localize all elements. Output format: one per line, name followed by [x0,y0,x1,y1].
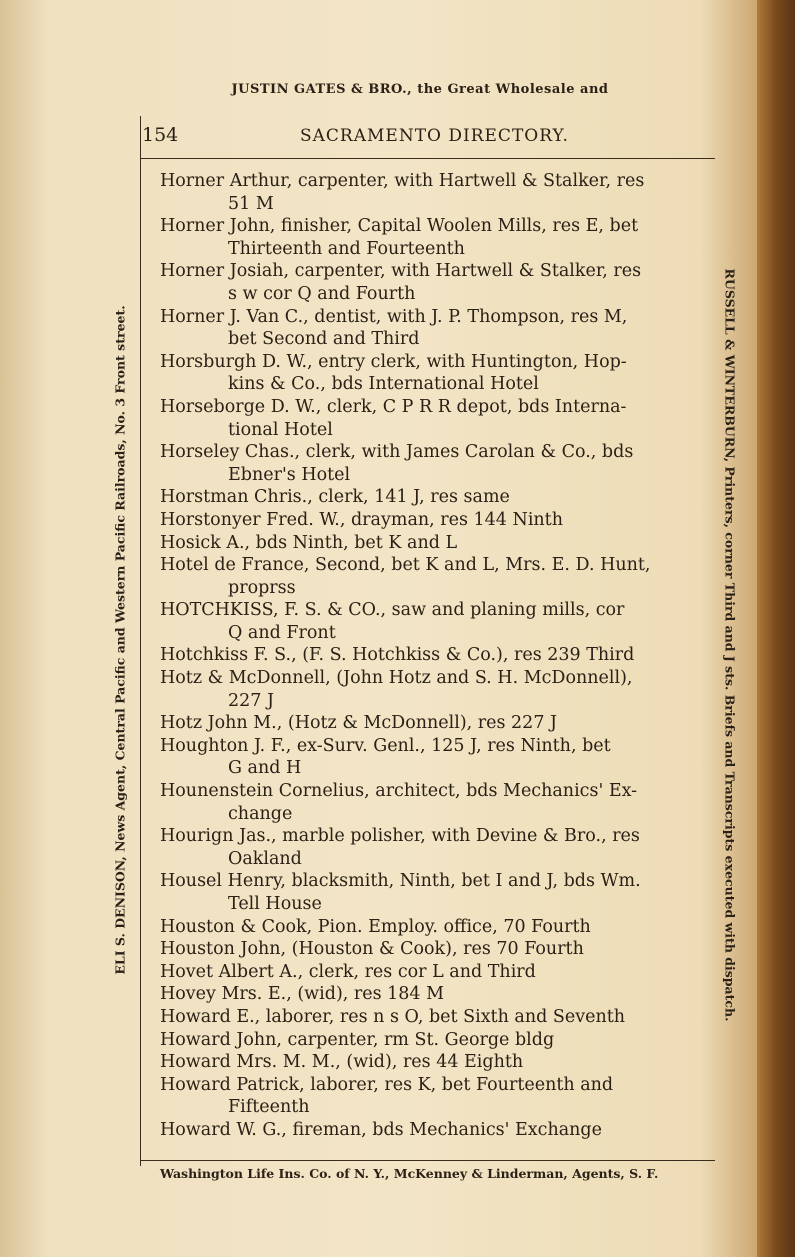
entry-line: Horner John, finisher, Capital Woolen Mills, res E, bet [160,216,639,237]
entry-line: Houghton J. F., ex-Surv. Genl., 125 J, res Ninth, bet [160,735,611,756]
header-rule [140,158,715,159]
entry-line: Howard Patrick, laborer, res K, bet Fourteenth and [160,1074,614,1095]
entry-line: Hourign Jas., marble polisher, with Devine & Bro., res [160,826,640,847]
book-spine [757,0,795,1257]
top-advertisement: JUSTIN GATES & BRO., the Great Wholesale and [231,82,609,97]
entry-line: Horner Josiah, carpenter, with Hartwell & Stalker, res [160,261,642,282]
directory-entry [160,735,700,780]
entry-line: Hotel de France, Second, bet K and L, Mrs. E. D. Hunt, [160,555,651,576]
directory-entry [160,509,700,532]
entry-continuation: G and H [228,758,302,779]
entry-continuation: tional Hotel [228,419,333,440]
entry-continuation: 227 J [228,690,274,711]
directory-entry [160,1119,700,1142]
directory-entry [160,825,700,870]
entry-line: Horseley Chas., clerk, with James Carolan & Co., bds [160,442,634,463]
directory-entry [160,1029,700,1052]
left-margin-text: ELI S. DENISON, News Agent, Central Pacific and Western Pacific Railroads, No. 3 Front street. [112,305,128,975]
entry-continuation: 51 M [228,193,274,214]
footer-rule [140,1160,715,1161]
directory-entry [160,396,700,441]
directory-entry [160,260,700,305]
entry-continuation: Oakland [228,848,302,869]
entry-line: Howard E., laborer, res n s O, bet Sixth and Seventh [160,1006,626,1027]
entry-line: Howard W. G., fireman, bds Mechanics' Exchange [160,1119,602,1140]
entry-line: Hotz John M., (Hotz & McDonnell), res 227 J [160,713,558,734]
entry-continuation: Ebner's Hotel [228,464,351,485]
directory-entry [160,870,700,915]
directory-entry [160,1074,700,1119]
page-header [140,120,715,150]
directory-entry [160,306,700,351]
directory-entry [160,644,700,667]
entry-line: Horner Arthur, carpenter, with Hartwell & Stalker, res [160,171,645,191]
page-number: 154 [142,124,179,146]
entry-line: Hosick A., bds Ninth, bet K and L [160,532,458,553]
directory-entry [160,599,700,644]
entry-continuation: proprss [228,577,296,598]
entry-line: Hounenstein Cornelius, architect, bds Mechanics' Ex- [160,781,638,802]
directory-entries [160,170,700,1142]
directory-entry [160,1051,700,1074]
entry-continuation: Thirteenth and Fourteenth [228,238,465,259]
entry-line: Houston John, (Houston & Cook), res 70 Fourth [160,939,584,960]
directory-entry [160,1006,700,1029]
entry-continuation: s w cor Q and Fourth [228,283,416,304]
entry-continuation: Q and Front [228,622,336,643]
directory-entry [160,780,700,825]
right-margin-text: RUSSELL & WINTERBURN, Printers, corner Third and J sts. Briefs and Transcripts executed with dispatch. [722,268,738,1022]
entry-continuation: change [228,803,293,824]
entry-line: Houston & Cook, Pion. Employ. office, 70 Fourth [160,916,591,937]
directory-entry [160,983,700,1006]
entry-continuation: bet Second and Third [228,329,420,350]
directory-entry [160,712,700,735]
entry-line: Horstman Chris., clerk, 141 J, res same [160,487,510,508]
entry-line: Horseborge D. W., clerk, C P R R depot, bds Interna- [160,396,627,417]
directory-entry [160,170,700,215]
directory-entry [160,351,700,396]
directory-entry [160,532,700,555]
directory-entry [160,916,700,939]
entry-line: Hotz & McDonnell, (John Hotz and S. H. McDonnell), [160,668,633,689]
entry-line: Housel Henry, blacksmith, Ninth, bet I and J, bds Wm. [160,871,641,892]
entry-line: Howard Mrs. M. M., (wid), res 44 Eighth [160,1052,524,1073]
directory-entry [160,961,700,984]
entry-line: Horner J. Van C., dentist, with J. P. Thompson, res M, [160,306,628,327]
entry-line: Hovey Mrs. E., (wid), res 184 M [160,984,445,1005]
entry-line: Horsburgh D. W., entry clerk, with Huntington, Hop- [160,351,627,372]
entry-line: Howard John, carpenter, rm St. George bldg [160,1029,555,1050]
directory-entry [160,667,700,712]
entry-line: Hovet Albert A., clerk, res cor L and Third [160,961,536,982]
directory-entry [160,215,700,260]
entry-continuation: Fifteenth [228,1097,310,1118]
entry-continuation: Tell House [228,894,322,914]
entry-line: HOTCHKISS, F. S. & CO., saw and planing mills, cor [160,600,625,621]
running-title: SACRAMENTO DIRECTORY. [300,126,569,146]
entry-line: Horstonyer Fred. W., drayman, res 144 Ninth [160,509,563,530]
entry-line: Hotchkiss F. S., (F. S. Hotchkiss & Co.), res 239 Third [160,645,635,666]
frame-left-rule [140,116,141,1166]
directory-entry [160,441,700,486]
directory-entry [160,554,700,599]
bottom-advertisement: Washington Life Ins. Co. of N. Y., McKenney & Linderman, Agents, S. F. [160,1166,659,1181]
entry-continuation: kins & Co., bds International Hotel [228,374,539,395]
directory-entry [160,486,700,509]
directory-entry [160,938,700,961]
